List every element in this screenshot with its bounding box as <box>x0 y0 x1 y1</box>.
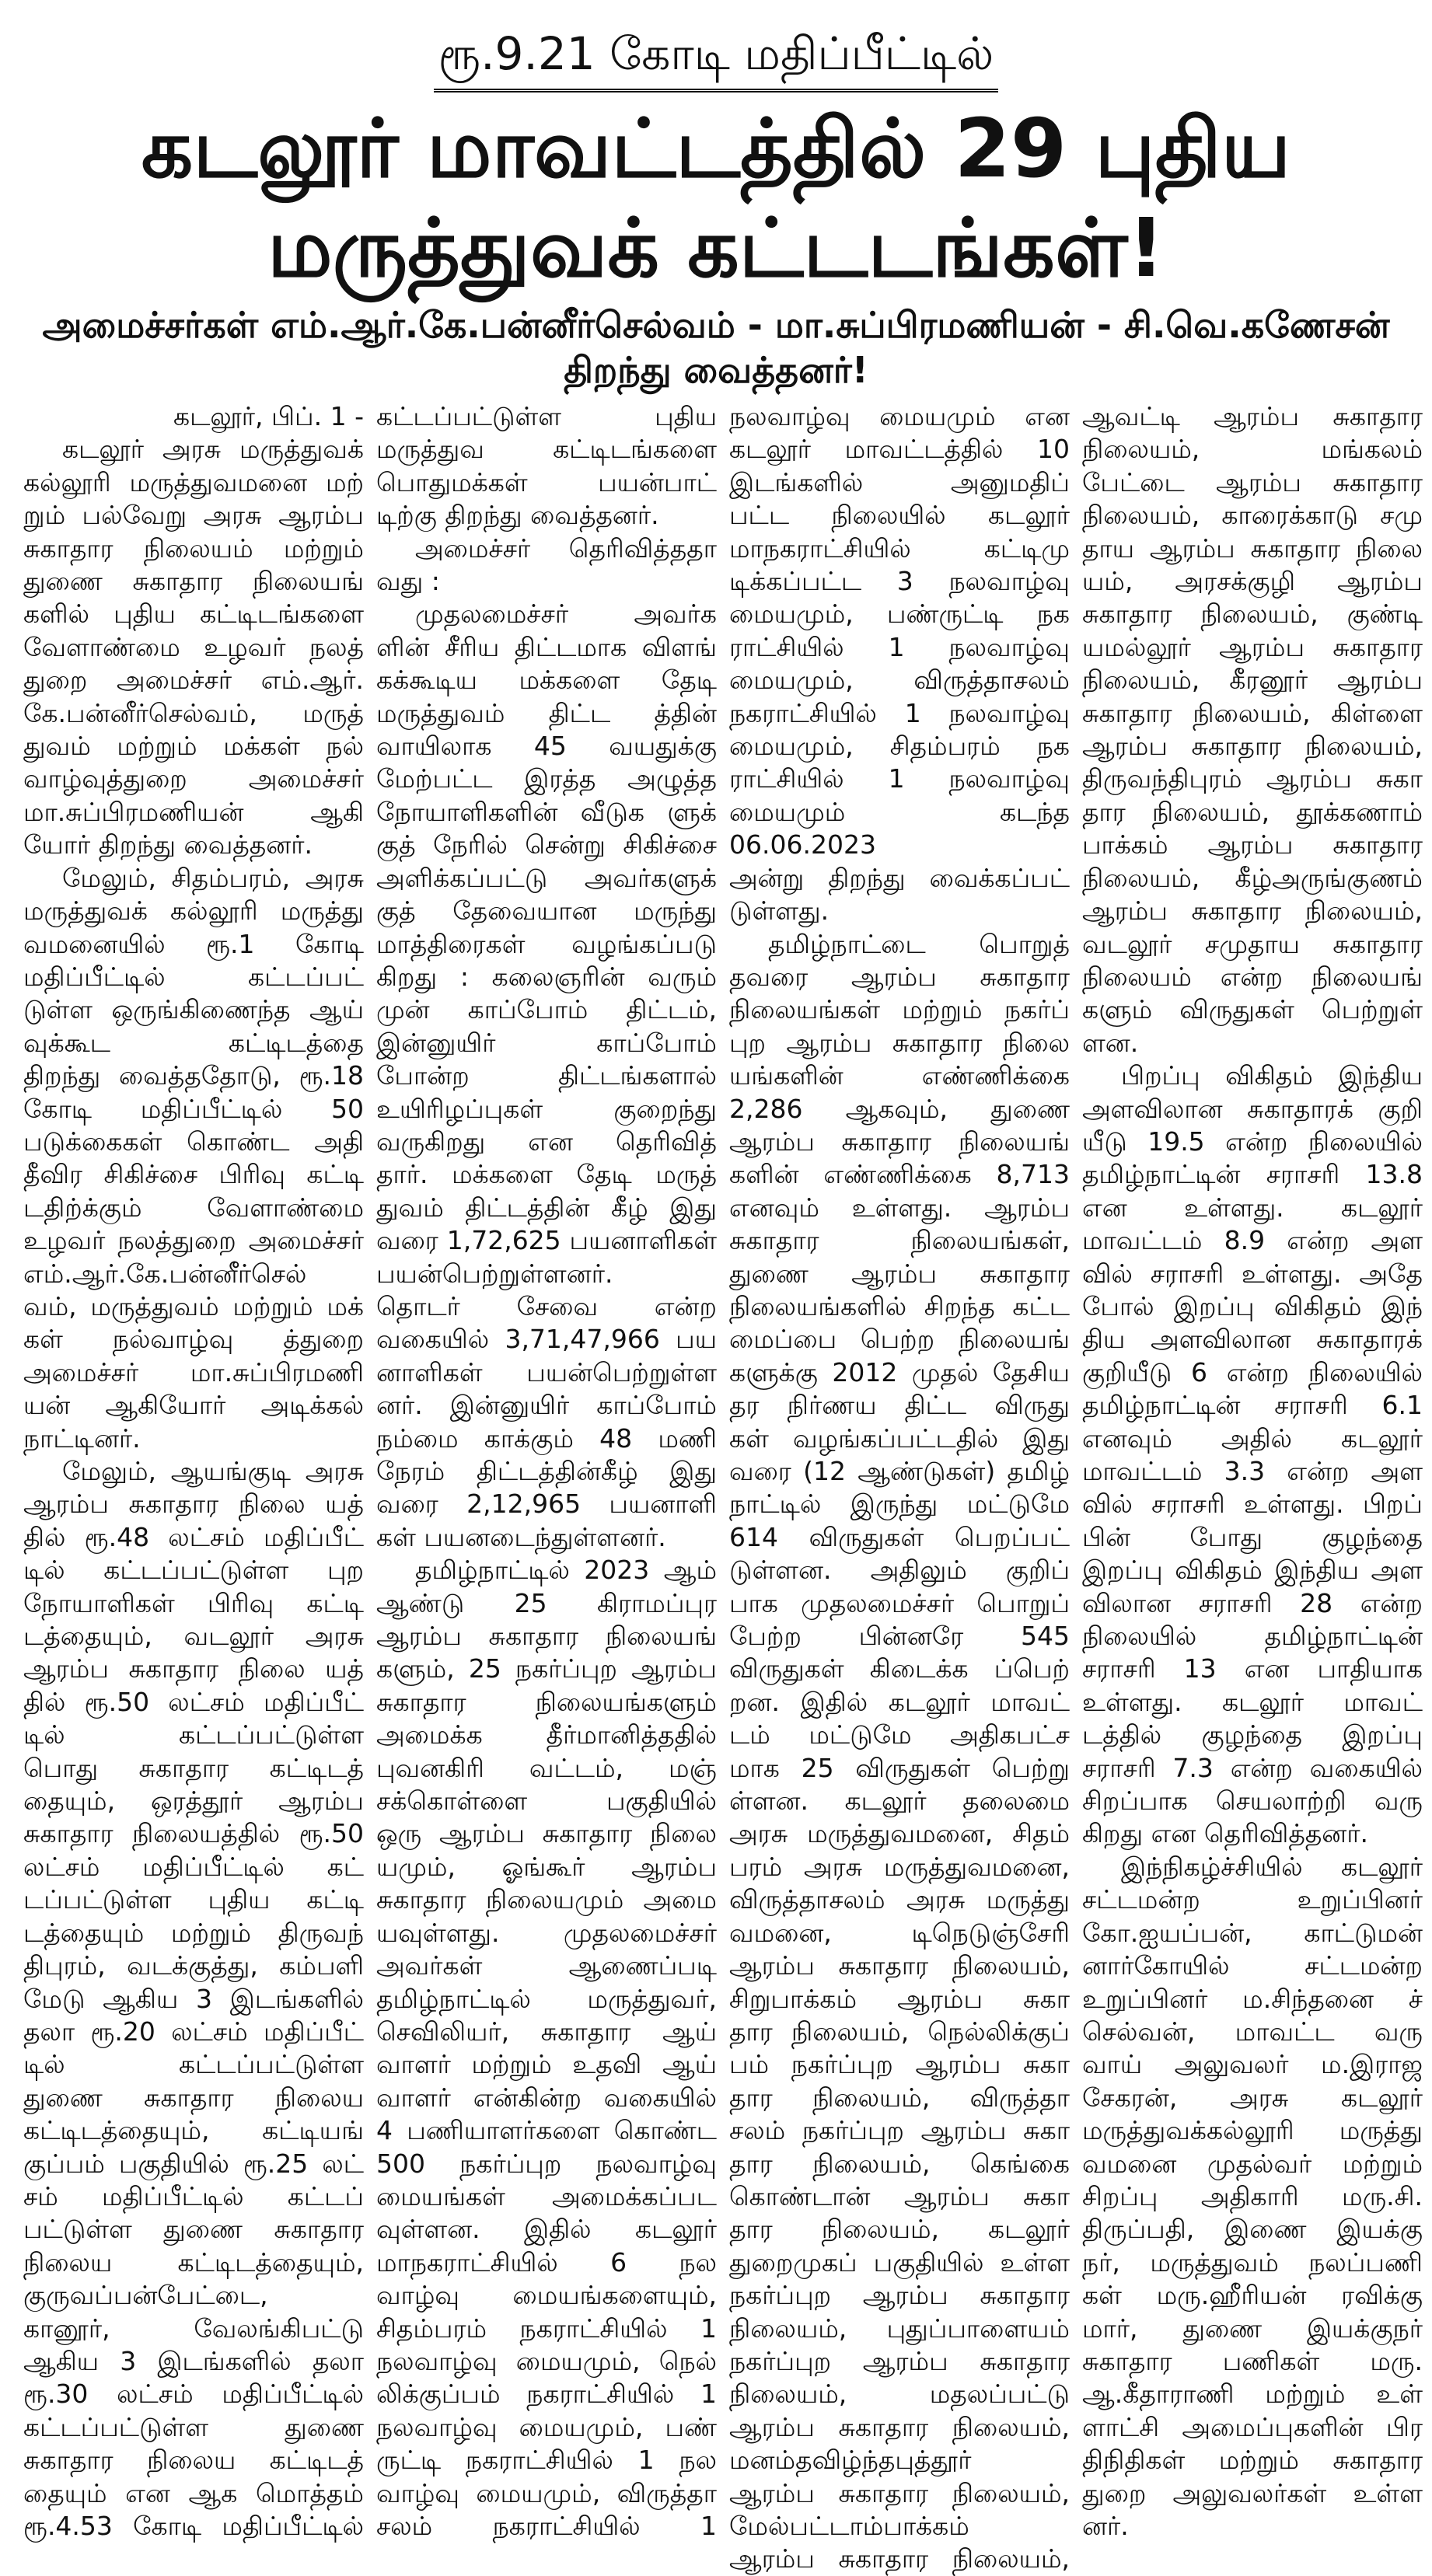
text-line: அரசு மருத்துவமனை, சிதம் <box>729 1818 1070 1849</box>
text-line: சராசரி 7.3 என்ற வகையில் <box>1082 1752 1423 1783</box>
text-line: நிலையம், மதலப்பட்டு <box>729 2379 1070 2410</box>
text-line: நிலையில் தமிழ்நாட்டின் <box>1082 1621 1423 1652</box>
text-line: வாயிலாக 45 வயதுக்கு <box>376 731 717 762</box>
text-line: மனம்தவிழ்ந்தபுத்தூர் <box>729 2445 972 2476</box>
text-line: நாட்டில் இருந்து மட்டுமே <box>729 1489 1070 1520</box>
text-line: சிதம்பரம் நகராட்சியில் 1 <box>376 2312 717 2344</box>
text-line: விருத்தாசலம் அரசு மருத்து <box>729 1884 1070 1915</box>
text-line: கிறது : கலைஞரின் வரும் <box>376 961 717 992</box>
kicker-wrap <box>9 23 1423 92</box>
text-line: சிறப்பு அதிகாரி மரு.சி. <box>1082 2180 1423 2211</box>
text-line: யமும், ஓங்கூர் ஆரம்ப <box>376 1851 717 1882</box>
text-line: மையமும், பண்ருட்டி நக <box>729 599 1070 630</box>
text-line: திறந்து வைத்ததோடு, ரூ.18 <box>23 1060 364 1091</box>
paragraph <box>23 433 364 861</box>
text-line: வரை 1,72,625 பயனாளிகள் <box>376 1225 717 1256</box>
text-line: அளிக்கப்பட்டு அவர்களுக் <box>376 862 717 893</box>
text-line: சம் மதிப்பீட்டில் கட்டப் <box>23 2180 364 2211</box>
text-line: ஆரம்ப சுகாதார நிலையம், <box>729 2477 1070 2508</box>
text-line: மேற்பட்ட இரத்த அழுத்த <box>376 763 717 794</box>
text-line: ஆரம்ப சுகாதார நிலை யத் <box>23 1489 364 1520</box>
text-line: நர், மருத்துவம் நலப்பணி <box>1082 2246 1423 2278</box>
text-line: படுக்கைகள் கொண்ட அதி <box>23 1126 364 1157</box>
text-line: அவர்கள் ஆணைப்படி <box>376 1950 717 1981</box>
text-line: நகர்ப்புற ஆரம்ப சுகாதார <box>729 2345 1070 2376</box>
text-line: சுகாதார நிலையமும் அமை <box>376 1884 717 1915</box>
text-line: பாக முதலமைச்சர் பொறுப் <box>729 1587 1070 1618</box>
text-line: தார நிலையம், விருத்தா <box>729 2082 1070 2113</box>
text-line: நிலையங்கள் மற்றும் நகர்ப் <box>729 994 1070 1025</box>
text-line: புற ஆரம்ப சுகாதார நிலை <box>729 1027 1070 1058</box>
text-line: நேரம் திட்டத்தின்கீழ் இது <box>376 1456 717 1486</box>
text-line: நிலையங்களில் சிறந்த கட்ட <box>729 1290 1070 1321</box>
text-line: அமைச்சர் தெரிவித்ததா <box>415 532 717 564</box>
text-line: சுகாதார நிலையத்தில் ரூ.50 <box>23 1818 364 1849</box>
text-line: ளன. <box>1082 1027 1139 1058</box>
text-line: வில் சராசரி உள்ளது. அதே <box>1082 1258 1423 1289</box>
article-column-4 <box>1082 400 1423 2543</box>
text-line: துவம் திட்டத்தின் கீழ் இது <box>376 1192 717 1223</box>
text-line: வமனை, டிநெடுஞ்சேரி <box>729 1917 1070 1948</box>
text-line: சக்கொள்ளை பகுதியில் <box>376 1785 717 1817</box>
text-line: டுள்ளன. அதிலும் குறிப் <box>729 1555 1070 1586</box>
text-line: கடலூர், பிப். 1 - <box>173 401 364 431</box>
article-body <box>23 400 1423 2576</box>
text-line: துறை அமைச்சர் எம்.ஆர். <box>23 665 364 696</box>
text-line: பரம் அரசு மருத்துவமனை, <box>729 1851 1070 1882</box>
text-line: வரை (12 ஆண்டுகள்) தமிழ் <box>729 1456 1070 1486</box>
text-line: மருத்துவம் திட்ட த்தின் <box>376 697 717 728</box>
text-line: டுள்ளது. <box>729 895 830 927</box>
text-line: ஆகிய 3 இடங்களில் தலா <box>23 2345 364 2376</box>
text-line: வாழ்வு மையங்களையும், <box>376 2280 717 2311</box>
text-line: மைப்பை பெற்ற நிலையங் <box>729 1324 1070 1355</box>
text-line: இறப்பு விகிதம் இந்திய அள <box>1082 1555 1423 1586</box>
text-line: கட்டப்பட்டுள்ள துணை <box>23 2411 364 2442</box>
text-line: விருதுகள் கிடைக்க ப்பெற் <box>729 1653 1070 1684</box>
text-line: பயன்பெற்றுள்ளனர். <box>376 1258 613 1289</box>
text-line: நோயாளிகள் பிரிவு கட்டி <box>23 1587 364 1618</box>
text-line: களின் எண்ணிக்கை 8,713 <box>729 1159 1070 1190</box>
text-line: ள்ளன. கடலூர் தலைமை <box>729 1785 1070 1817</box>
text-line: மையமும், விருத்தாசலம் <box>729 665 1070 696</box>
text-line: கோ.ஐயப்பன், காட்டுமன் <box>1082 1917 1423 1948</box>
text-line: யமல்லூர் ஆரம்ப சுகாதார <box>1082 631 1423 662</box>
text-line: கக்கூடிய மக்களை தேடி <box>376 665 717 696</box>
text-line: சுகாதார நிலைய கட்டிடத் <box>23 2445 364 2476</box>
dateline <box>23 400 364 433</box>
text-line: இந்நிகழ்ச்சியில் கடலூர் <box>1121 1851 1423 1882</box>
text-line: வுக்கூட கட்டிடத்தை <box>23 1027 364 1058</box>
text-line: டிக்கப்பட்ட 3 நலவாழ்வு <box>729 566 1070 597</box>
text-line: நகர்ப்புற ஆரம்ப சுகாதார <box>729 2280 1070 2311</box>
text-line: நலவாழ்வு மையமும் என <box>729 401 1070 431</box>
article-column-2 <box>376 400 717 2543</box>
paragraph <box>376 400 717 532</box>
text-line: யீடு 19.5 என்ற நிலையில் <box>1082 1126 1423 1157</box>
text-line: உறுப்பினர் ம.சிந்தனை ச் <box>1082 1983 1423 2014</box>
text-line: னர். <box>1082 2511 1129 2541</box>
text-line: சுகாதார நிலையங்கள், <box>729 1225 1070 1256</box>
text-line: ஒரு ஆரம்ப சுகாதார நிலை <box>376 1818 717 1849</box>
text-line: நம்மை காக்கும் 48 மணி <box>376 1422 717 1454</box>
text-line: நிலையம் என்ற நிலையங் <box>1082 961 1423 992</box>
text-line: வேளாண்மை உழவர் நலத் <box>23 631 364 662</box>
text-line: மருத்துவ கட்டிடங்களை <box>376 434 717 465</box>
text-line: துணை சுகாதார நிலைய <box>23 2082 364 2113</box>
text-line: செவிலியர், சுகாதார ஆய் <box>376 2016 717 2047</box>
text-line: சிறுபாக்கம் ஆரம்ப சுகா <box>729 1983 1070 2014</box>
text-line: யன் ஆகியோர் அடிக்கல் <box>23 1390 364 1421</box>
text-line: ஆரம்ப சுகாதார நிலையங் <box>376 1621 717 1652</box>
text-line: டில் கட்டப்பட்டுள்ள <box>23 2049 364 2080</box>
text-line: தையும் என ஆக மொத்தம் <box>23 2477 364 2508</box>
text-line: டப்பட்டுள்ள புதிய கட்டி <box>23 1884 364 1915</box>
text-line: மேலும், சிதம்பரம், அரசு <box>62 862 364 893</box>
subheadline: அமைச்சர்கள் எம்.ஆர்.கே.பன்னீர்செல்வம் - மா.சுப்பிரமணியன் - சி.வெ.கணேசன் திறந்து வைத்தனர்! <box>42 304 1390 391</box>
text-line: தில் ரூ.50 லட்சம் மதிப்பீட் <box>23 1686 364 1717</box>
text-line: சலம் நகராட்சியில் 1 <box>376 2511 717 2541</box>
text-line: களும், 25 நகர்ப்புற ஆரம்ப <box>376 1653 717 1684</box>
text-line: துறைமுகப் பகுதியில் உள்ள <box>729 2246 1070 2278</box>
text-line: திநிதிகள் மற்றும் சுகாதார <box>1082 2445 1423 2476</box>
text-line: யவுள்ளது. முதலமைச்சர் <box>376 1917 717 1948</box>
article-column-3 <box>729 400 1070 2576</box>
text-line: குப்பம் பகுதியில் ரூ.25 லட் <box>23 2148 364 2179</box>
text-line: போல் இறப்பு விகிதம் இந் <box>1082 1290 1423 1321</box>
text-line: மதிப்பீட்டில் கட்டப்பட் <box>23 961 364 992</box>
text-line: நிலையம், மங்கலம் <box>1082 434 1423 465</box>
text-line: கொண்டான் ஆரம்ப சுகா <box>729 2180 1070 2211</box>
text-line: என உள்ளது. கடலூர் <box>1082 1192 1423 1223</box>
text-line: டத்தில் குழந்தை இறப்பு <box>1082 1719 1423 1750</box>
text-line: றன. இதில் கடலூர் மாவட் <box>729 1686 1070 1717</box>
text-line: களும் விருதுகள் பெற்றுள் <box>1082 994 1423 1025</box>
headline: கடலூர் மாவட்டத்தில் 29 புதிய மருத்துவக் கட்டடங்கள்! <box>141 101 1291 295</box>
text-line: கட்டிடத்தையும், கட்டியங் <box>23 2115 364 2146</box>
paragraph <box>729 400 1070 928</box>
paragraph <box>376 1554 717 2543</box>
text-line: ஆரம்ப சுகாதார நிலையம், <box>729 1950 1070 1981</box>
text-line: திருவந்திபுரம் ஆரம்ப சுகா <box>1082 763 1423 794</box>
text-line: பட்ட நிலையில் கடலூர் <box>729 500 1070 531</box>
text-line: 4 பணியாளர்களை கொண்ட <box>376 2115 717 2146</box>
text-line: சுகாதார பணிகள் மரு. <box>1082 2345 1423 2376</box>
text-line: வாழ்வு மையமும், விருத்தா <box>376 2477 717 2508</box>
text-line: அமைக்க தீர்மானித்ததில் <box>376 1719 717 1750</box>
paragraph <box>1082 1851 1423 2543</box>
text-line: துவம் மற்றும் மக்கள் நல் <box>23 731 364 762</box>
text-line: அளவிலான சுகாதாரக் குறி <box>1082 1093 1423 1124</box>
paragraph <box>23 862 364 1455</box>
text-line: னார்கோயில் சட்டமன்ற <box>1082 1950 1423 1981</box>
text-line: மார், துணை இயக்குநர் <box>1082 2312 1423 2344</box>
text-line: வம், மருத்துவம் மற்றும் மக் <box>23 1290 364 1321</box>
text-line: துணை ஆரம்ப சுகாதார <box>729 1258 1070 1289</box>
text-line: பட்டுள்ள துணை சுகாதார <box>23 2214 364 2245</box>
text-line: ஆரம்ப சுகாதார நிலை யத் <box>23 1653 364 1684</box>
text-line: பம் நகர்ப்புற ஆரம்ப சுகா <box>729 2049 1070 2080</box>
text-line: டில் கட்டப்பட்டுள்ள புற <box>23 1555 364 1586</box>
text-line: சுகாதார நிலையம், கிள்ளை <box>1082 697 1423 728</box>
text-line: கோடி மதிப்பீட்டில் 50 <box>23 1093 364 1124</box>
text-line: னாளிகள் பயன்பெற்றுள்ள <box>376 1356 717 1387</box>
text-line: ருட்டி நகராட்சியில் 1 நல <box>376 2445 717 2476</box>
text-line: பேற்ற பின்னரே 545 <box>729 1621 1070 1652</box>
text-line: கடலூர் மாவட்டத்தில் 10 <box>729 434 1070 465</box>
text-line: டத்தையும் மற்றும் திருவந் <box>23 1917 364 1948</box>
text-line: களில் புதிய கட்டிடங்களை <box>23 599 364 630</box>
text-line: மையமும், சிதம்பரம் நக <box>729 731 1070 762</box>
text-line: கள் வழங்கப்பட்டதில் இது <box>729 1422 1070 1454</box>
text-line: வது : <box>376 566 440 597</box>
text-line: யோர் திறந்து வைத்தனர். <box>23 829 313 860</box>
text-line: தாய ஆரம்ப சுகாதார நிலை <box>1082 532 1423 564</box>
text-line: மையமும் கடந்த 06.06.2023 <box>729 796 1070 860</box>
paragraph <box>1082 400 1423 1059</box>
text-line: புவனகிரி வட்டம், மஞ் <box>376 1752 717 1783</box>
text-line: றும் பல்வேறு அரசு ஆரம்ப <box>23 500 364 531</box>
text-line: முன் காப்போம் திட்டம், <box>376 994 717 1025</box>
paragraph <box>729 928 1070 2576</box>
text-line: நலவாழ்வு மையமும், பண் <box>376 2411 717 2442</box>
text-line: உழவர் நலத்துறை அமைச்சர் <box>23 1225 364 1256</box>
paragraph <box>23 1455 364 2543</box>
paragraph <box>376 598 717 1554</box>
text-line: தொடர் சேவை என்ற <box>376 1290 717 1321</box>
text-line: குருவப்பன்பேட்டை, <box>23 2280 268 2311</box>
text-line: 2,286 ஆகவும், துணை <box>729 1093 1070 1124</box>
text-line: ராட்சியில் 1 நலவாழ்வு <box>729 631 1070 662</box>
text-line: டுள்ள ஒருங்கிணைந்த ஆய் <box>23 994 364 1025</box>
text-line: நகராட்சியில் 1 நலவாழ்வு <box>729 697 1070 728</box>
text-line: வமனை முதல்வர் மற்றும் <box>1082 2148 1423 2179</box>
paragraph <box>376 532 717 599</box>
text-line: வாழ்வுத்துறை அமைச்சர் <box>23 763 364 794</box>
text-line: குறியீடு 6 என்ற நிலையில் <box>1082 1356 1423 1387</box>
text-line: நிலைய கட்டிடத்தையும், <box>23 2246 364 2278</box>
text-line: டதிற்க்கும் வேளாண்மை <box>23 1192 364 1223</box>
text-line: துறை அலுவலர்கள் உள்ள <box>1082 2477 1423 2508</box>
text-line: வமனையில் ரூ.1 கோடி <box>23 928 364 959</box>
text-line: தமிழ்நாட்டை பொறுத் <box>768 928 1070 959</box>
kicker-heading: ரூ.9.21 கோடி மதிப்பீட்டில் <box>434 23 999 92</box>
text-line: டம் மட்டுமே அதிகபட்ச <box>729 1719 1070 1750</box>
text-line: மாத்திரைகள் வழங்கப்படு <box>376 928 717 959</box>
text-line: தார நிலையம், கடலூர் <box>729 2214 1070 2245</box>
text-line: மாவட்டம் 3.3 என்ற அள <box>1082 1456 1423 1486</box>
text-line: தார். மக்களை தேடி மருத் <box>376 1159 717 1190</box>
text-line: வடலூர் சமுதாய சுகாதார <box>1082 928 1423 959</box>
text-line: பிறப்பு விகிதம் இந்திய <box>1121 1060 1423 1091</box>
text-line: தில் ரூ.48 லட்சம் மதிப்பீட் <box>23 1521 364 1552</box>
text-line: நிலையம், புதுப்பாளையம் <box>729 2312 1070 2344</box>
text-line: நிலையம், கீரனூர் ஆரம்ப <box>1082 665 1423 696</box>
text-line: ஆரம்ப சுகாதார நிலையங் <box>729 1126 1070 1157</box>
text-line: மேடு ஆகிய 3 இடங்களில் <box>23 1983 364 2014</box>
text-line: லிக்குப்பம் நகராட்சியில் 1 <box>376 2379 717 2410</box>
text-line: தமிழ்நாட்டில் 2023 ஆம் <box>415 1555 717 1586</box>
text-line: தையும், ஒரத்தூர் ஆரம்ப <box>23 1785 364 1817</box>
text-line: யம், அரசக்குழி ஆரம்ப <box>1082 566 1423 597</box>
text-line: தமிழ்நாட்டின் சராசரி 6.1 <box>1082 1390 1423 1421</box>
text-line: சராசரி 13 என பாதியாக <box>1082 1653 1423 1684</box>
text-line: தவரை ஆரம்ப சுகாதார <box>729 961 1070 992</box>
text-line: குத் நேரில் சென்று சிகிச்சை <box>376 829 717 860</box>
text-line: வருகிறது என தெரிவித் <box>376 1126 717 1157</box>
text-line: கிறது என தெரிவித்தனர். <box>1082 1818 1369 1849</box>
text-line: உயிரிழப்புகள் குறைந்து <box>376 1093 717 1124</box>
text-line: சுகாதார நிலையம் மற்றும் <box>23 532 364 564</box>
text-line: யங்களின் எண்ணிக்கை <box>729 1060 1070 1091</box>
text-line: அன்று திறந்து வைக்கப்பட் <box>729 862 1070 893</box>
text-line: ளின் சீரிய திட்டமாக விளங் <box>376 631 717 662</box>
text-line: கள் பயனடைந்துள்ளனர். <box>376 1521 666 1552</box>
text-line: ஆவட்டி ஆரம்ப சுகாதார <box>1082 401 1423 431</box>
text-line: வகையில் 3,71,47,966 பய <box>376 1324 717 1355</box>
text-line: செல்வன், மாவட்ட வரு <box>1082 2016 1423 2047</box>
text-line: ஆ.கீதாராணி மற்றும் உள் <box>1082 2379 1423 2410</box>
text-line: உள்ளது. கடலூர் மாவட் <box>1082 1686 1423 1717</box>
text-line: மா.சுப்பிரமணியன் ஆகி <box>23 796 364 827</box>
text-line: டிற்கு திறந்து வைத்தனர். <box>376 500 659 531</box>
text-line: ஆரம்ப சுகாதார நிலையம், <box>729 2543 1070 2574</box>
text-line: கல்லூரி மருத்துவமனை மற் <box>23 466 364 497</box>
text-line: இன்னுயிர் காப்போம் <box>376 1027 717 1058</box>
text-line: கே.பன்னீர்செல்வம், மருத் <box>23 697 364 728</box>
text-line: வுள்ளன. இதில் கடலூர் <box>376 2214 717 2245</box>
text-line: ரூ.4.53 கோடி மதிப்பீட்டில் <box>23 2511 364 2541</box>
text-line: தார நிலையம், கெங்கை <box>729 2148 1070 2179</box>
text-line: ஆண்டு 25 கிராமப்புர <box>376 1587 717 1618</box>
text-line: தர நிர்ணய திட்ட விருது <box>729 1390 1070 1421</box>
text-line: சட்டமன்ற உறுப்பினர் <box>1082 1884 1423 1915</box>
text-line: டத்தையும், வடலூர் அரசு <box>23 1621 364 1652</box>
text-line: தீவிர சிகிச்சை பிரிவு கட்டி <box>23 1159 364 1190</box>
text-line: கானூர், வேலங்கிபட்டு <box>23 2312 364 2344</box>
text-line: பாக்கம் ஆரம்ப சுகாதார <box>1082 829 1423 860</box>
text-line: பொதுமக்கள் பயன்பாட் <box>376 466 717 497</box>
text-line: இடங்களில் அனுமதிப் <box>729 466 1070 497</box>
text-line: சுகாதார நிலையங்களும் <box>376 1686 717 1717</box>
text-line: களுக்கு 2012 முதல் தேசிய <box>729 1356 1070 1387</box>
text-line: டில் கட்டப்பட்டுள்ள <box>23 1719 364 1750</box>
text-line: மாக 25 விருதுகள் பெற்று <box>729 1752 1070 1783</box>
paragraph <box>1082 1059 1423 1851</box>
text-line: நலவாழ்வு மையமும், நெல் <box>376 2345 717 2376</box>
text-line: திருப்பதி, இணை இயக்கு <box>1082 2214 1423 2245</box>
text-line: மருத்துவக் கல்லூரி மருத்து <box>23 895 364 927</box>
text-line: கள் நல்வாழ்வு த்துறை <box>23 1324 364 1355</box>
text-line: லட்சம் மதிப்பீட்டில் கட் <box>23 1851 364 1882</box>
text-line: தார நிலையம், தூக்கணாம் <box>1082 796 1423 827</box>
text-line: பேட்டை ஆரம்ப சுகாதார <box>1082 466 1423 497</box>
text-line: போன்ற திட்டங்களால் <box>376 1060 717 1091</box>
text-line: ராட்சியில் 1 நலவாழ்வு <box>729 763 1070 794</box>
text-line: துணை சுகாதார நிலையங் <box>23 566 364 597</box>
text-line: வாளர் என்கின்ற வகையில் <box>376 2082 717 2113</box>
text-line: திபுரம், வடக்குத்து, கம்பளி <box>23 1950 364 1981</box>
text-line: வாளர் மற்றும் உதவி ஆய் <box>376 2049 717 2080</box>
text-line: மாநகராட்சியில் கட்டிமு <box>729 532 1070 564</box>
text-line: மேல்பட்டாம்பாக்கம் <box>729 2511 969 2541</box>
text-line: மருத்துவக்கல்லூரி மருத்து <box>1082 2115 1423 2146</box>
text-line: மையங்கள் அமைக்கப்பட <box>376 2180 717 2211</box>
article-column-1 <box>23 400 364 2543</box>
text-line: ஆரம்ப சுகாதார நிலையம், <box>729 2411 1070 2442</box>
text-line: முதலமைச்சர் அவர்க <box>415 599 717 630</box>
text-line: வரை 2,12,965 பயனாளி <box>376 1489 717 1520</box>
text-line: தமிழ்நாட்டின் சராசரி 13.8 <box>1082 1159 1423 1190</box>
text-line: திய அளவிலான சுகாதாரக் <box>1082 1324 1423 1355</box>
text-line: எனவும் உள்ளது. ஆரம்ப <box>729 1192 1070 1223</box>
text-line: ளாட்சி அமைப்புகளின் பிர <box>1082 2411 1423 2442</box>
text-line: வில் சராசரி உள்ளது. பிறப் <box>1082 1489 1423 1520</box>
text-line: 614 விருதுகள் பெறப்பட் <box>729 1521 1070 1552</box>
text-line: தார நிலையம், நெல்லிக்குப் <box>729 2016 1070 2047</box>
text-line: ஆரம்ப சுகாதார நிலையம், <box>1082 731 1423 762</box>
text-line: கள் மரு.ஹீரியன் ரவிக்கு <box>1082 2280 1423 2311</box>
text-line: எம்.ஆர்.கே.பன்னீர்செல் <box>23 1258 307 1289</box>
text-line: 500 நகர்ப்புற நலவாழ்வு <box>376 2148 717 2179</box>
text-line: சிறப்பாக செயலாற்றி வரு <box>1082 1785 1423 1817</box>
text-line: னர். இன்னுயிர் காப்போம் <box>376 1390 717 1421</box>
text-line: பொது சுகாதார கட்டிடத் <box>23 1752 364 1783</box>
text-line: மேலும், ஆயங்குடி அரசு <box>62 1456 364 1486</box>
text-line: நிலையம், கீழ்அருங்குணம் <box>1082 862 1423 893</box>
text-line: எனவும் அதில் கடலூர் <box>1082 1422 1423 1454</box>
text-line: தலா ரூ.20 லட்சம் மதிப்பீட் <box>23 2016 364 2047</box>
text-line: சலம் நகர்ப்புற ஆரம்ப சுகா <box>729 2115 1070 2146</box>
text-line: அமைச்சர் மா.சுப்பிரமணி <box>23 1356 364 1387</box>
text-line: கடலூர் அரசு மருத்துவக் <box>62 434 364 465</box>
text-line: மாவட்டம் 8.9 என்ற அள <box>1082 1225 1423 1256</box>
text-line: ஆரம்ப சுகாதார நிலையம், <box>1082 895 1423 927</box>
text-line: நிலையம், காரைக்காடு சமு <box>1082 500 1423 531</box>
text-line: தமிழ்நாட்டில் மருத்துவர், <box>376 1983 717 2014</box>
text-line: விலான சராசரி 28 என்ற <box>1082 1587 1423 1618</box>
text-line: சேகரன், அரசு கடலூர் <box>1082 2082 1423 2113</box>
text-line: கட்டப்பட்டுள்ள புதிய <box>376 401 717 431</box>
text-line: சுகாதார நிலையம், குண்டி <box>1082 599 1423 630</box>
text-line: வாய் அலுவலர் ம.இராஜ <box>1082 2049 1423 2080</box>
text-line: ரூ.30 லட்சம் மதிப்பீட்டில் <box>23 2379 364 2410</box>
text-line: நோயாளிகளின் வீடுக ளுக் <box>376 796 717 827</box>
text-line: மாநகராட்சியில் 6 நல <box>376 2246 717 2278</box>
text-line: பின் போது குழந்தை <box>1082 1521 1423 1552</box>
text-line: நாட்டினர். <box>23 1422 141 1454</box>
text-line: குத் தேவையான மருந்து <box>376 895 717 927</box>
